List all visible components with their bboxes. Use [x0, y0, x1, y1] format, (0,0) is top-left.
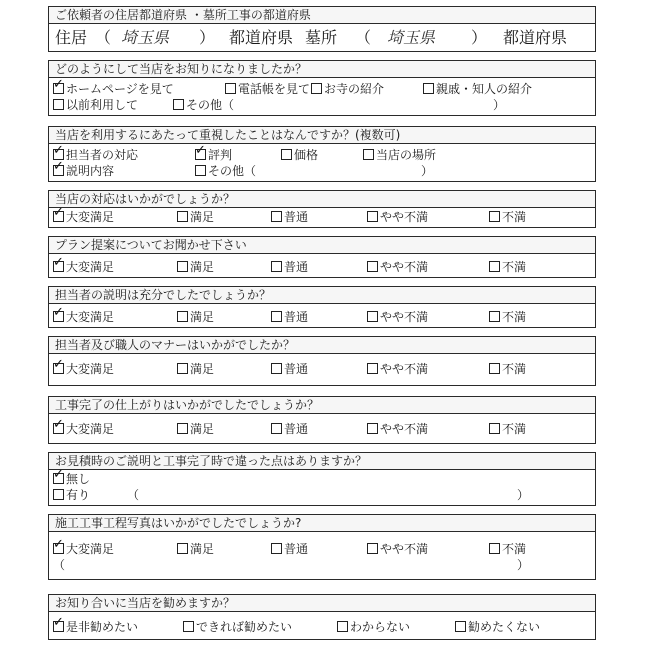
checkbox[interactable]	[271, 423, 282, 434]
home-label: 住居	[55, 28, 88, 47]
option-definitely-recommend[interactable]: ✓是非勧めたい	[53, 619, 138, 635]
option-homepage[interactable]: ✓ホームページを見て	[53, 81, 174, 97]
checkbox[interactable]	[337, 621, 348, 632]
checkbox[interactable]	[271, 311, 282, 322]
checkbox[interactable]	[177, 211, 188, 222]
option-previous[interactable]: 以前利用して	[53, 97, 138, 113]
home-prefecture-field[interactable]: 埼玉県	[121, 28, 170, 47]
finish-heading: 工事完了の仕上がりはいかがでしたでしょうか？	[49, 397, 595, 414]
checkbox[interactable]	[183, 621, 194, 632]
rating-very-satisfied[interactable]: ✓大変満足	[53, 541, 114, 557]
rating-dissatisfied[interactable]: 不満	[489, 541, 526, 557]
rating-neutral[interactable]: 普通	[271, 421, 308, 437]
residence-row: 住居 （ 埼玉県 ） 都道府県 墓所 （ 埼玉県 ） 都道府県	[55, 28, 568, 47]
checkbox-checked[interactable]	[53, 423, 64, 434]
residence-heading: ご依頼者の住居都道府県 ・墓所工事の都道府県	[49, 7, 595, 24]
recommend-heading: お知り合いに当店を勧めますか？	[49, 595, 595, 612]
priority-heading: 当店を利用するにあたって重視したことはなんですか？(複数可)	[49, 127, 595, 144]
checkbox[interactable]	[225, 83, 236, 94]
manners-section	[48, 336, 596, 386]
rating-somewhat-dissatisfied[interactable]: やや不満	[367, 309, 428, 325]
checkbox[interactable]	[363, 149, 374, 160]
rating-very-satisfied[interactable]: ✓大変満足	[53, 259, 114, 275]
detail-close-paren: ）	[517, 488, 530, 502]
comment-open-paren: （	[53, 558, 66, 572]
comment-close-paren: ）	[517, 558, 530, 572]
checkbox[interactable]	[489, 311, 500, 322]
checkbox[interactable]	[271, 211, 282, 222]
checkbox-checked[interactable]	[53, 363, 64, 374]
option-staff-response[interactable]: ✓担当者の対応	[53, 147, 138, 163]
rating-somewhat-dissatisfied[interactable]: やや不満	[367, 361, 428, 377]
rating-somewhat-dissatisfied[interactable]: やや不満	[367, 209, 428, 225]
option-relatives[interactable]: 親戚・知人の紹介	[423, 81, 532, 97]
option-temple[interactable]: お寺の紹介	[311, 81, 384, 97]
rating-very-satisfied[interactable]: ✓大変満足	[53, 421, 114, 437]
option-phonebook[interactable]: 電話帳を見て	[225, 81, 310, 97]
checkbox[interactable]	[489, 363, 500, 374]
source-section	[48, 60, 596, 116]
difference-section	[48, 452, 596, 506]
option-not-recommend[interactable]: 勧めたくない	[455, 619, 540, 635]
rating-dissatisfied[interactable]: 不満	[489, 259, 526, 275]
checkbox-checked[interactable]	[53, 543, 64, 554]
difference-heading: お見積時のご説明と工事完了時で違った点はありますか？	[49, 453, 595, 470]
rating-satisfied[interactable]: 満足	[177, 309, 214, 325]
checkbox[interactable]	[173, 99, 184, 110]
response-section	[48, 190, 596, 228]
photos-heading: 施工工事工程写真はいかがでしたでしょうか?	[49, 515, 595, 532]
checkbox[interactable]	[281, 149, 292, 160]
checkbox-checked[interactable]	[53, 165, 64, 176]
rating-very-satisfied[interactable]: ✓大変満足	[53, 209, 114, 225]
checkbox[interactable]	[53, 99, 64, 110]
option-price[interactable]: 価格	[281, 147, 318, 163]
option-explanation[interactable]: ✓説明内容	[53, 163, 114, 179]
rating-dissatisfied[interactable]: 不満	[489, 421, 526, 437]
rating-satisfied[interactable]: 満足	[177, 361, 214, 377]
checkbox-checked[interactable]	[195, 149, 206, 160]
explanation-section	[48, 286, 596, 328]
rating-very-satisfied[interactable]: ✓大変満足	[53, 309, 114, 325]
checkbox[interactable]	[367, 311, 378, 322]
recommend-section	[48, 594, 596, 640]
checkbox[interactable]	[177, 423, 188, 434]
residence-section	[48, 6, 596, 52]
grave-prefecture-field[interactable]: 埼玉県	[387, 28, 436, 47]
checkbox[interactable]	[195, 165, 206, 176]
option-none[interactable]: ✓無し	[53, 471, 90, 487]
manners-heading: 担当者及び職人のマナーはいかがでしたか？	[49, 337, 595, 354]
option-reputation[interactable]: ✓ 評判	[195, 147, 232, 163]
checkbox[interactable]	[367, 211, 378, 222]
option-maybe-recommend[interactable]: できれば勧めたい	[183, 619, 292, 635]
rating-somewhat-dissatisfied[interactable]: やや不満	[367, 541, 428, 557]
rating-somewhat-dissatisfied[interactable]: やや不満	[367, 259, 428, 275]
rating-satisfied[interactable]: 満足	[177, 209, 214, 225]
home-pref-suffix: 都道府県	[229, 28, 294, 47]
checkbox[interactable]	[455, 621, 466, 632]
checkbox[interactable]	[423, 83, 434, 94]
option-yes[interactable]: 有り	[53, 487, 90, 503]
checkbox[interactable]	[53, 489, 64, 500]
checkbox[interactable]	[367, 543, 378, 554]
plan-section	[48, 236, 596, 278]
rating-neutral[interactable]: 普通	[271, 309, 308, 325]
option-other[interactable]: その他（	[195, 163, 256, 179]
rating-neutral[interactable]: 普通	[271, 541, 308, 557]
checkbox[interactable]	[271, 261, 282, 272]
checkbox[interactable]	[489, 543, 500, 554]
checkbox[interactable]	[489, 261, 500, 272]
plan-heading: プラン提案についてお聞かせ下さい	[49, 237, 595, 254]
checkbox[interactable]	[489, 423, 500, 434]
checkbox[interactable]	[177, 543, 188, 554]
rating-very-satisfied[interactable]: ✓大変満足	[53, 361, 114, 377]
grave-pref-suffix: 都道府県	[503, 28, 568, 47]
checkbox[interactable]	[271, 363, 282, 374]
option-not-sure[interactable]: わからない	[337, 619, 410, 635]
rating-neutral[interactable]: 普通	[271, 209, 308, 225]
checkbox-checked[interactable]	[53, 311, 64, 322]
checkbox[interactable]	[177, 261, 188, 272]
explanation-heading: 担当者の説明は充分でしたでしょうか？	[49, 287, 595, 304]
checkbox-checked[interactable]	[53, 83, 64, 94]
rating-dissatisfied[interactable]: 不満	[489, 361, 526, 377]
checkbox-checked[interactable]	[53, 621, 64, 632]
rating-somewhat-dissatisfied[interactable]: やや不満	[367, 421, 428, 437]
checkbox[interactable]	[311, 83, 322, 94]
rating-satisfied[interactable]: 満足	[177, 421, 214, 437]
checkbox-checked[interactable]	[53, 261, 64, 272]
checkbox[interactable]	[367, 423, 378, 434]
grave-label: 墓所	[305, 28, 338, 47]
source-heading: どのようにして当店をお知りになりましたか？	[49, 61, 595, 78]
checkbox[interactable]	[177, 311, 188, 322]
response-heading: 当店の対応はいかがでしょうか？	[49, 191, 595, 208]
other-close-paren: ）	[421, 164, 434, 178]
rating-dissatisfied[interactable]: 不満	[489, 209, 526, 225]
checkbox[interactable]	[367, 261, 378, 272]
photos-section	[48, 514, 596, 580]
checkbox[interactable]	[177, 363, 188, 374]
rating-neutral[interactable]: 普通	[271, 361, 308, 377]
checkbox-checked[interactable]	[53, 211, 64, 222]
priority-section	[48, 126, 596, 182]
other-close-paren: ）	[493, 98, 506, 112]
finish-section	[48, 396, 596, 444]
rating-satisfied[interactable]: 満足	[177, 541, 214, 557]
option-location[interactable]: 当店の場所	[363, 147, 436, 163]
checkbox[interactable]	[271, 543, 282, 554]
checkbox-checked[interactable]	[53, 473, 64, 484]
checkbox[interactable]	[489, 211, 500, 222]
checkbox[interactable]	[367, 363, 378, 374]
option-other[interactable]: その他（	[173, 97, 234, 113]
rating-neutral[interactable]: 普通	[271, 259, 308, 275]
rating-satisfied[interactable]: 満足	[177, 259, 214, 275]
rating-dissatisfied[interactable]: 不満	[489, 309, 526, 325]
detail-open-paren: （	[127, 488, 140, 502]
